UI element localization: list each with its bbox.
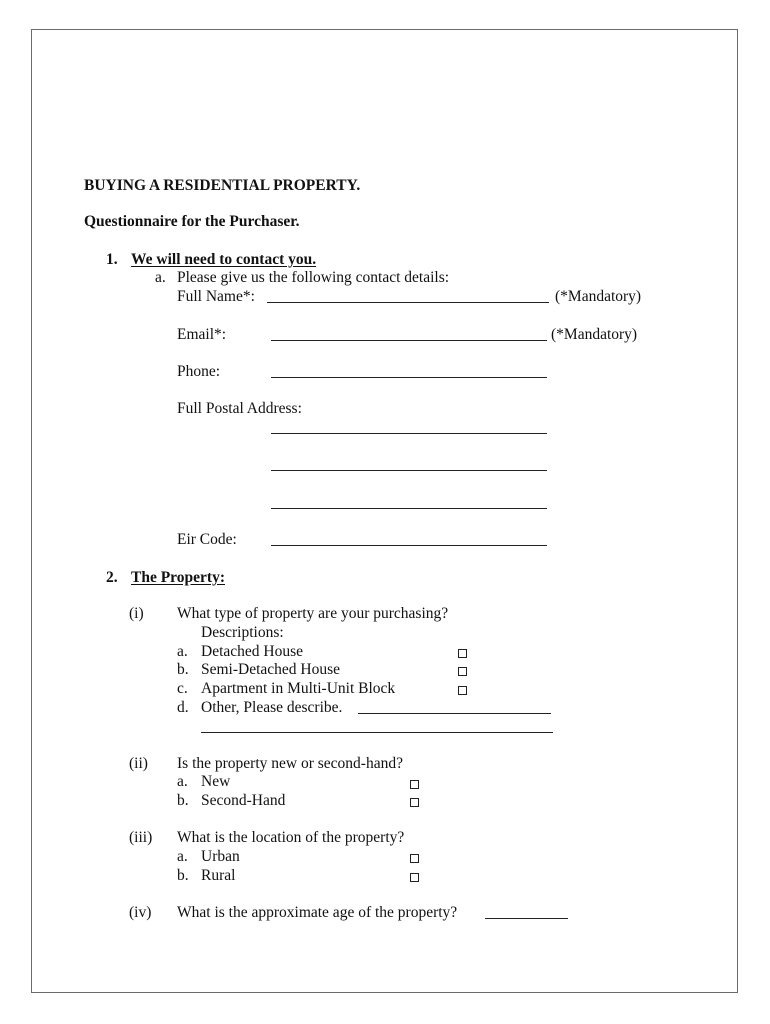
option-marker: b. xyxy=(177,867,189,884)
eir-code-label: Eir Code: xyxy=(177,531,237,548)
option-apartment-label: Apartment in Multi-Unit Block xyxy=(201,680,396,697)
full-name-mandatory-note: (*Mandatory) xyxy=(555,288,642,305)
checkbox-semi-detached-house[interactable] xyxy=(458,667,467,676)
checkbox-apartment[interactable] xyxy=(458,686,467,695)
option-marker: c. xyxy=(177,680,188,697)
item-a-text: Please give us the following contact details: xyxy=(177,269,450,286)
postal-address-line-3[interactable] xyxy=(271,508,547,509)
document-page xyxy=(31,29,738,993)
document-title: BUYING A RESIDENTIAL PROPERTY. xyxy=(84,177,361,194)
phone-field[interactable] xyxy=(271,377,547,378)
full-name-label: Full Name*: xyxy=(177,288,255,305)
question-iv-text: What is the approximate age of the property? xyxy=(177,904,458,921)
question-i-marker: (i) xyxy=(129,605,144,622)
option-urban-label: Urban xyxy=(201,848,240,865)
document-subtitle: Questionnaire for the Purchaser. xyxy=(84,213,300,230)
question-ii-text: Is the property new or second-hand? xyxy=(177,755,403,772)
option-marker: b. xyxy=(177,661,189,678)
option-detached-house-label: Detached House xyxy=(201,643,303,660)
section-2-heading: The Property: xyxy=(131,569,225,586)
question-iv-marker: (iv) xyxy=(129,904,152,921)
full-name-field[interactable] xyxy=(267,302,549,303)
option-rural-label: Rural xyxy=(201,867,236,884)
item-a-marker: a. xyxy=(155,269,166,286)
option-marker: a. xyxy=(177,643,188,660)
postal-address-line-2[interactable] xyxy=(271,470,547,471)
option-semi-detached-house-label: Semi-Detached House xyxy=(201,661,341,678)
question-i-text: What type of property are your purchasing? xyxy=(177,605,449,622)
descriptions-label: Descriptions: xyxy=(201,624,284,641)
checkbox-detached-house[interactable] xyxy=(458,649,467,658)
checkbox-second-hand[interactable] xyxy=(410,798,419,807)
option-new-label: New xyxy=(201,773,231,790)
question-iii-marker: (iii) xyxy=(129,829,153,846)
property-age-field[interactable] xyxy=(485,918,568,919)
email-field[interactable] xyxy=(271,340,547,341)
checkbox-urban[interactable] xyxy=(410,854,419,863)
section-1-heading: We will need to contact you. xyxy=(131,251,317,268)
option-marker: d. xyxy=(177,699,189,716)
email-mandatory-note: (*Mandatory) xyxy=(551,326,638,343)
option-second-hand-label: Second-Hand xyxy=(201,792,286,809)
checkbox-new[interactable] xyxy=(410,780,419,789)
eir-code-field[interactable] xyxy=(271,545,547,546)
option-other-label: Other, Please describe. xyxy=(201,699,343,716)
section-2-number: 2. xyxy=(106,569,118,586)
email-label: Email*: xyxy=(177,326,227,343)
option-marker: a. xyxy=(177,773,188,790)
phone-label: Phone: xyxy=(177,363,221,380)
postal-address-line-1[interactable] xyxy=(271,433,547,434)
option-marker: b. xyxy=(177,792,189,809)
other-describe-field[interactable] xyxy=(358,713,551,714)
postal-address-label: Full Postal Address: xyxy=(177,400,302,417)
question-iii-text: What is the location of the property? xyxy=(177,829,405,846)
section-1-number: 1. xyxy=(106,251,118,268)
checkbox-rural[interactable] xyxy=(410,873,419,882)
option-marker: a. xyxy=(177,848,188,865)
question-ii-marker: (ii) xyxy=(129,755,148,772)
other-describe-field-line-2[interactable] xyxy=(201,732,553,733)
